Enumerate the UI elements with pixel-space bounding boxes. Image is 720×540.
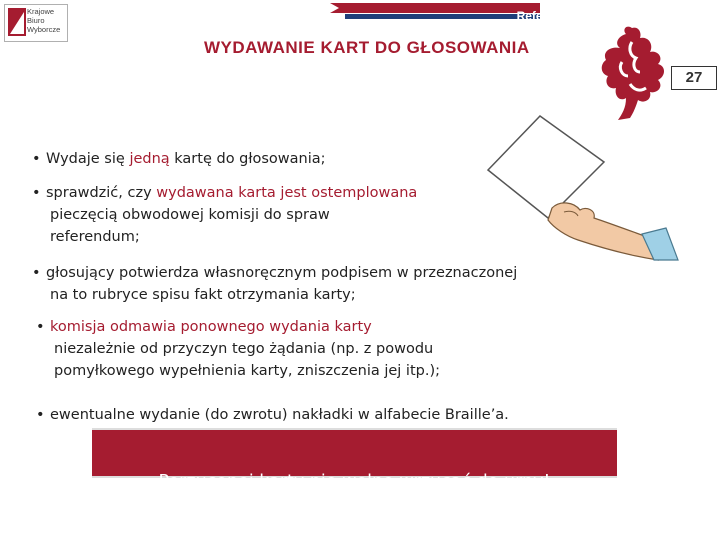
hand-with-ballot-icon	[482, 110, 678, 260]
bullet-text: pieczęcią obwodowej komisji do spraw	[50, 207, 330, 223]
bullet-item-5	[36, 404, 509, 426]
bullet-dot: •	[36, 407, 45, 423]
bullet-text: ewentualne wydanie (do zwrotu) nakładki w alfabecie Braille’a.	[50, 407, 509, 423]
page-title: WYDAWANIE KART DO GŁOSOWANIA	[204, 38, 530, 57]
logo-line: Biuro	[27, 16, 45, 25]
bullet-text: niezależnie od przyczyn tego żądania (np. z powodu	[54, 341, 434, 357]
bullet-dot: •	[36, 319, 45, 335]
bullet-text: kartę do głosowania;	[169, 151, 326, 167]
page-number: 27	[671, 66, 717, 90]
bullet-item-3	[32, 262, 517, 306]
header-caption	[517, 9, 700, 23]
bullet-item-4	[36, 316, 440, 382]
bullet-text: pomyłkowego wypełnienia karty, zniszczenia jej itp.);	[54, 363, 440, 379]
bullet-text: głosujący potwierdza własnoręcznym podpisem w przeznaczonej	[46, 265, 518, 281]
bullet-text: sprawdzić, czy	[46, 185, 157, 201]
logo-line: Krajowe	[27, 7, 55, 16]
logo-line: Wyborcze	[27, 25, 61, 34]
bullet-dot: •	[32, 185, 41, 201]
bullet-item-2	[32, 182, 417, 248]
bullet-dot: •	[32, 265, 41, 281]
logo-icon	[8, 8, 26, 36]
eagle-emblem-icon	[596, 22, 668, 124]
header-rest: Ogólnokrajowe 2015	[589, 9, 700, 23]
logo	[4, 4, 68, 42]
warning-banner	[92, 428, 617, 492]
header-bold: Referendum	[516, 9, 587, 23]
bullet-highlight: wydawana karta jest ostemplowana	[156, 185, 418, 201]
bullet-highlight: komisja odmawia ponownego wydania karty	[50, 319, 372, 335]
bullet-text: Wydaje się	[46, 151, 130, 167]
bullet-dot: •	[32, 151, 41, 167]
bullet-text: na to rubryce spisu fakt otrzymania karty;	[50, 287, 356, 303]
bullet-item-1	[32, 148, 326, 170]
bullet-text: referendum;	[50, 229, 140, 245]
bullet-highlight: jedną	[129, 151, 170, 167]
warning-text: Porzuconej karty nie wolno wrzucać do urny!	[158, 472, 551, 492]
